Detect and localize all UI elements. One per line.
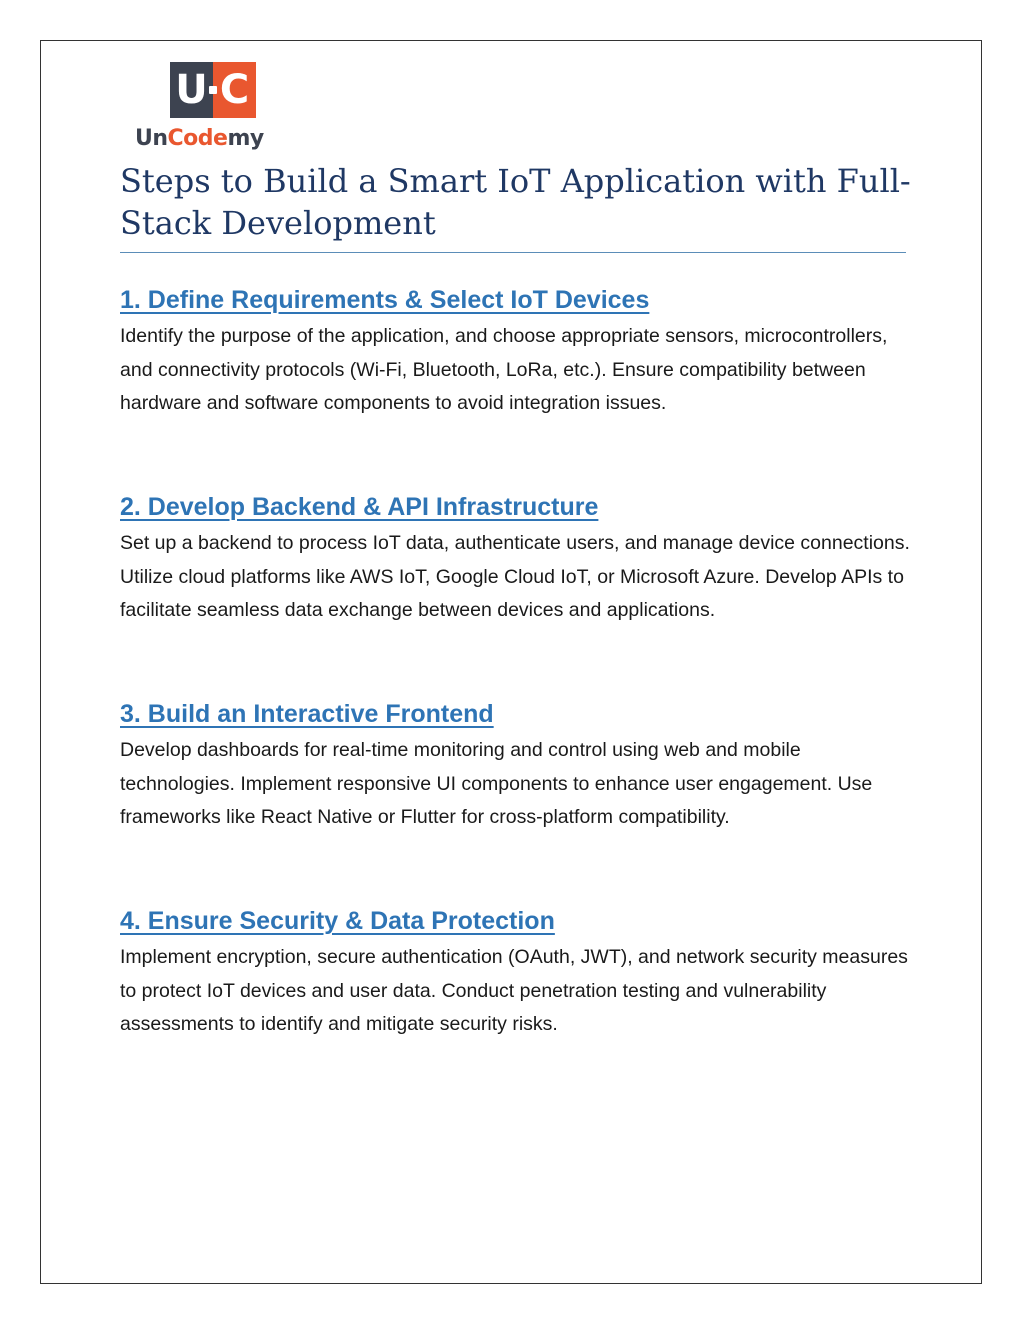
section-2-body: Set up a backend to process IoT data, authenticate users, and manage device connections. Utilize cloud platforms like AWS IoT, Google Cloud IoT, or Microsoft Azure. Develop APIs to facilitate seamless data exchange between devices and applications. bbox=[120, 532, 910, 621]
section-4-heading: 4. Ensure Security & Data Protection bbox=[120, 907, 555, 935]
logo-dot-icon bbox=[209, 86, 217, 94]
section-3 bbox=[120, 698, 910, 835]
section-1-heading: 1. Define Requirements & Select IoT Devices bbox=[120, 286, 650, 314]
section-3-heading: 3. Build an Interactive Frontend bbox=[120, 700, 494, 728]
logo-wordmark: UnCodemy bbox=[135, 126, 264, 151]
section-4 bbox=[120, 905, 910, 1042]
section-3-body: Develop dashboards for real-time monitoring and control using web and mobile technologies. Implement responsive UI components to enhance user engagement. Use frameworks like React Native or Flutter for cross-platform compatibility. bbox=[120, 739, 873, 828]
section-2-heading: 2. Develop Backend & API Infrastructure bbox=[120, 493, 599, 521]
logo-letter-c: C bbox=[213, 62, 256, 118]
section-2 bbox=[120, 491, 910, 628]
section-4-body: Implement encryption, secure authentication (OAuth, JWT), and network security measures to protect IoT devices and user data. Conduct penetration testing and vulnerability assessments to identify and mitigate security risks. bbox=[120, 946, 908, 1035]
page-title: Steps to Build a Smart IoT Application with Full-Stack Development bbox=[120, 162, 911, 242]
logo-letter-u: U bbox=[170, 62, 213, 118]
section-1 bbox=[120, 284, 910, 421]
logo-mark bbox=[170, 62, 256, 118]
uncodemy-logo bbox=[135, 62, 290, 154]
title-divider bbox=[120, 252, 906, 253]
section-1-body: Identify the purpose of the application, and choose appropriate sensors, microcontrollers, and connectivity protocols (Wi-Fi, Bluetooth, LoRa, etc.). Ensure compatibility between hardware and software components to avoid integration issues. bbox=[120, 325, 888, 414]
